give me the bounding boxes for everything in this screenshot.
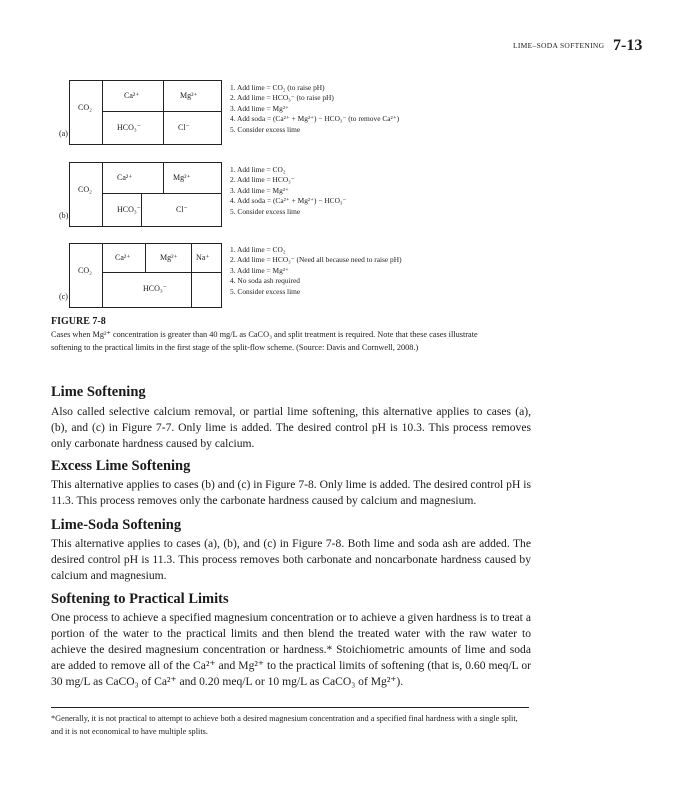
step: 4. No soda ash required bbox=[230, 276, 300, 286]
step: 1. Add lime = CO₂ bbox=[230, 245, 286, 254]
cl-cell bbox=[163, 111, 222, 145]
section-body: Also called selective calcium removal, or partial lime softening, this alternative applies to cases (a), (b), and (c) in Figure 7-7. Only lime is added. The desired control pH is 10.3. This process removes only carbonate hardness caused by calcium. bbox=[51, 405, 531, 450]
mg-ion: Mg²⁺ bbox=[173, 173, 191, 182]
cl-ion: Cl⁻ bbox=[176, 205, 188, 214]
figure-title: FIGURE 7-8 bbox=[51, 316, 106, 327]
mg-ion: Mg²⁺ bbox=[180, 91, 198, 100]
section-body: This alternative applies to cases (b) and (c) in Figure 7-8. Only lime is added. The desired control pH is 11.3. This process removes only the carbonate hardness caused by calcium and magnesium. bbox=[51, 478, 531, 507]
ca-cell bbox=[102, 162, 164, 194]
running-header: LIME–SODA SOFTENING bbox=[513, 41, 605, 50]
footnote: *Generally, it is not practical to attempt to achieve both a desired magnesium concentration and a specified final hardness with a single split, and it is not economical to have multiple splits. bbox=[51, 714, 518, 736]
step: 2. Add lime = HCO₃⁻ bbox=[230, 175, 295, 185]
mg-cell bbox=[163, 162, 222, 194]
section-body: This alternative applies to cases (a), (b), and (c) in Figure 7-8. Both lime and soda ash are added. The desired control pH is 11.3. This process removes both carbonate and noncarbonate hardness caused by calcium and magnesium. bbox=[51, 537, 531, 582]
section-heading: Lime Softening bbox=[51, 384, 146, 400]
steps-list bbox=[230, 165, 346, 217]
step: 4. Add soda = (Ca²⁺ + Mg²⁺) − HCO₃⁻ bbox=[230, 196, 347, 206]
section-heading: Softening to Practical Limits bbox=[51, 591, 229, 607]
step: 3. Add lime = Mg²⁺ bbox=[230, 103, 289, 113]
step: 1. Add lime = CO₂ bbox=[230, 165, 286, 174]
ca-ion: Ca²⁺ bbox=[124, 91, 140, 100]
step: 2. Add lime = HCO₃⁻ (to raise pH) bbox=[230, 93, 334, 103]
hco3-ion: HCO₃⁻ bbox=[117, 123, 141, 132]
co2-label: CO₂ bbox=[78, 266, 92, 275]
figure-caption: Cases when Mg²⁺ concentration is greater than 40 mg/L as CaCO₃ and split treatment is required. Note that these cases illustrate softening to the practical limits in the first stage of the split-flow scheme. (Source: Davis and Cornwell, 2008.) bbox=[51, 330, 478, 352]
co2-label: CO₂ bbox=[78, 185, 92, 194]
step: 5. Consider excess lime bbox=[230, 206, 301, 216]
panel-label: (a) bbox=[59, 129, 68, 138]
ca-ion: Ca²⁺ bbox=[117, 173, 133, 182]
section-heading: Excess Lime Softening bbox=[51, 458, 191, 474]
section-body: One process to achieve a specified magnesium concentration or to achieve a given hardness is to treat a portion of the water to the practical limits and then blend the treated water with the raw water to achieve the desired magnesium concentration or hardness.* Stoichiometric amounts of lime and soda are added to remove all of the Ca²⁺ and Mg²⁺ to the practical limits of softening (that is, 0.60 meq/L or 30 mg/L as CaCO₃ of Ca²⁺ and 0.20 meq/L or 10 mg/L as CaCO₃ of Mg²⁺). bbox=[51, 611, 531, 688]
step: 3. Add lime = Mg²⁺ bbox=[230, 185, 289, 195]
step: 1. Add lime = CO₂ (to raise pH) bbox=[230, 83, 325, 92]
footnote-rule bbox=[51, 707, 529, 708]
step: 3. Add lime = Mg²⁺ bbox=[230, 265, 289, 275]
step: 5. Consider excess lime bbox=[230, 124, 301, 134]
panel-label: (b) bbox=[59, 211, 69, 220]
na-ion: Na⁺ bbox=[196, 253, 210, 262]
step: 2. Add lime = HCO₃⁻ (Need all because need to raise pH) bbox=[230, 255, 402, 265]
page-number: 7-13 bbox=[613, 37, 643, 54]
section-heading: Lime-Soda Softening bbox=[51, 517, 182, 533]
step: 5. Consider excess lime bbox=[230, 286, 301, 296]
steps-list bbox=[230, 83, 399, 135]
hco3-ion: HCO₃⁻ bbox=[143, 284, 167, 293]
steps-list bbox=[230, 245, 402, 297]
mg-ion: Mg²⁺ bbox=[160, 253, 178, 262]
hco3-ion: HCO₃⁻ bbox=[117, 205, 141, 214]
panel-label: (c) bbox=[59, 292, 68, 301]
step: 4. Add soda = (Ca²⁺ + Mg²⁺) − HCO₃⁻ (to remove Ca²⁺) bbox=[230, 114, 400, 124]
ca-ion: Ca²⁺ bbox=[115, 253, 131, 262]
cl-ion: Cl⁻ bbox=[178, 123, 190, 132]
co2-label: CO₂ bbox=[78, 103, 92, 112]
